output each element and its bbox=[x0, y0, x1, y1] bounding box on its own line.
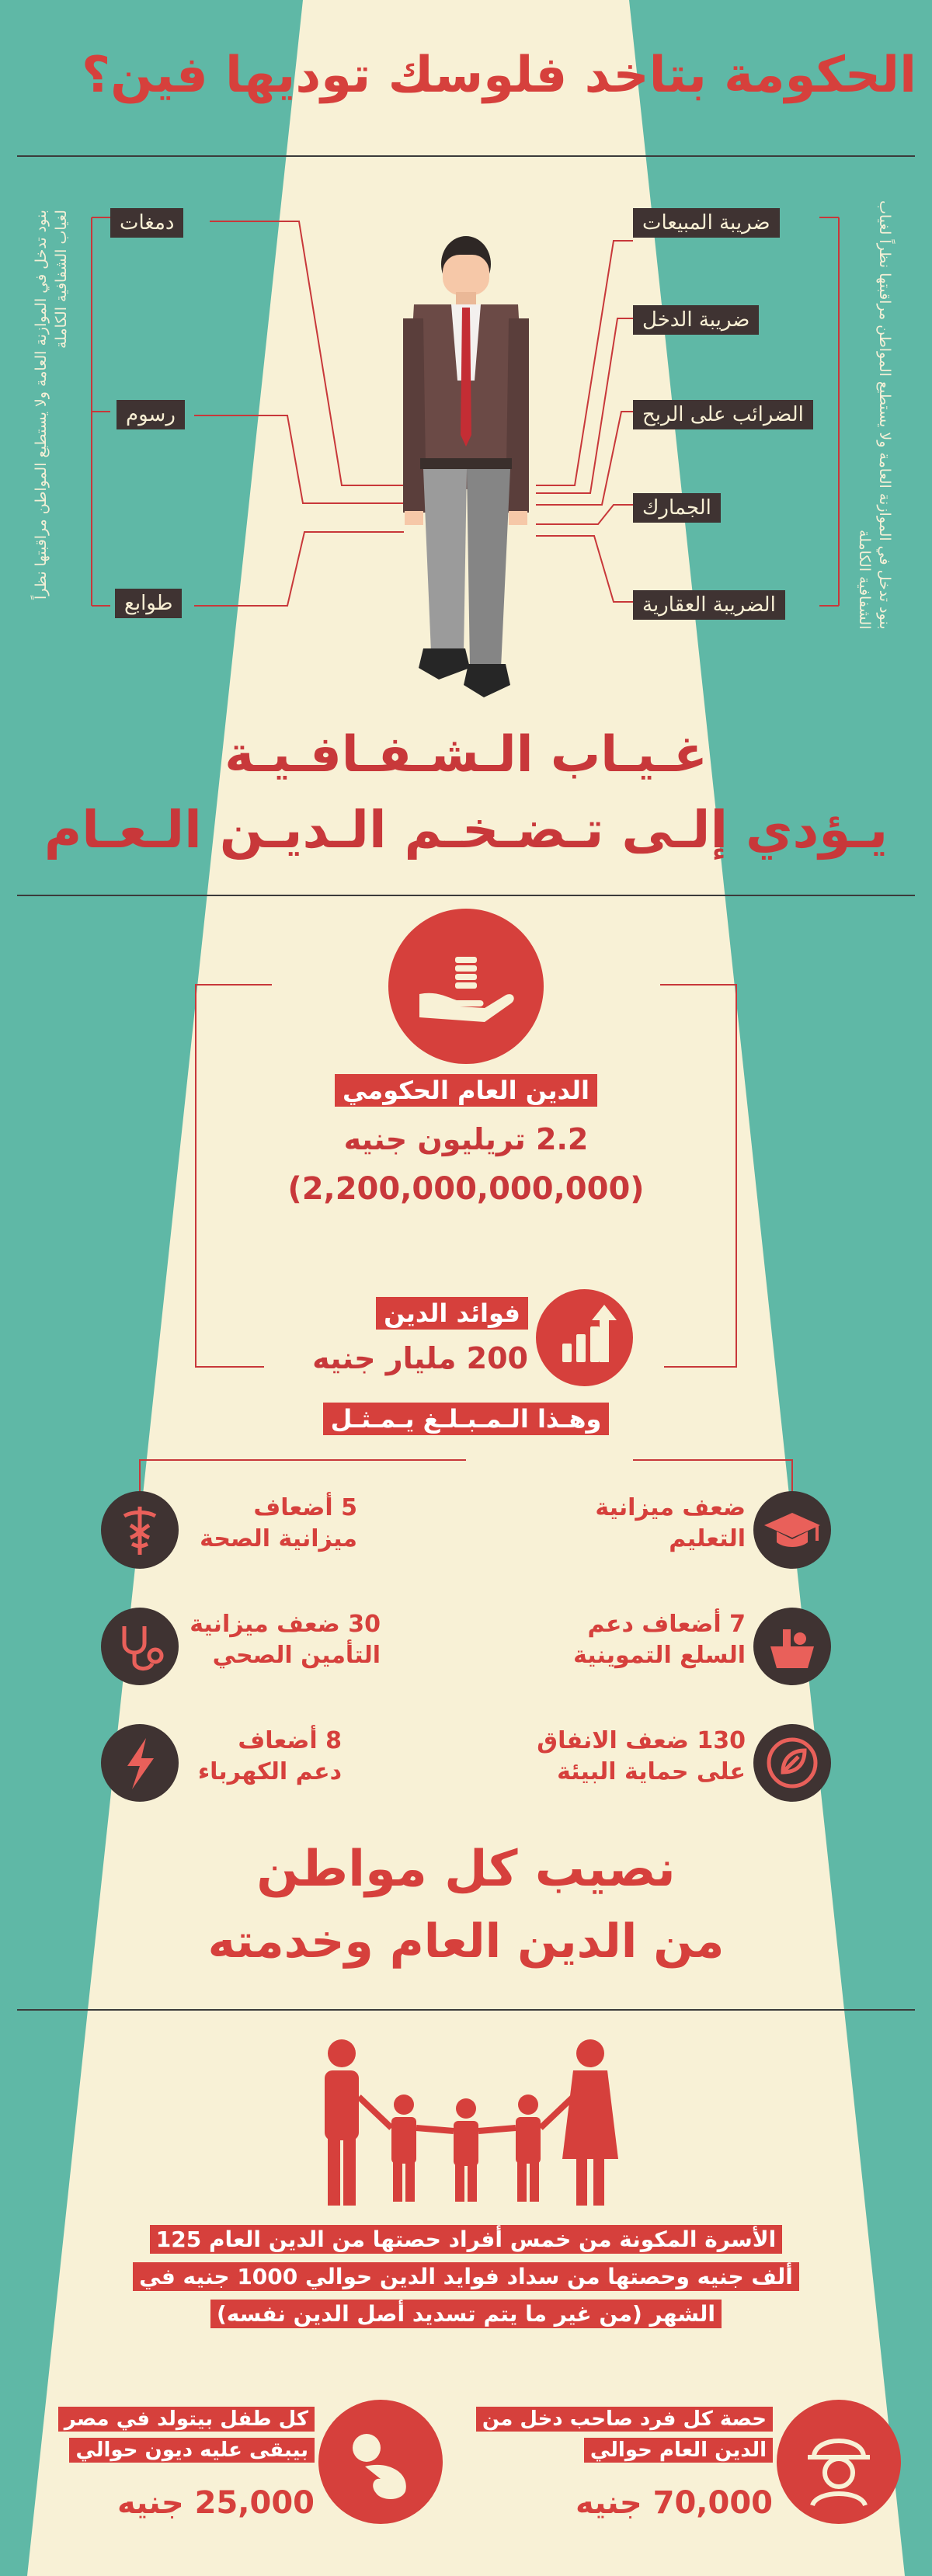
interest-circle bbox=[536, 1289, 633, 1386]
revenue-tag-customs: الجمارك bbox=[633, 493, 721, 523]
worker-share-text: حصة كل فرد صاحب دخل من الدين العام حوالي bbox=[476, 2407, 773, 2463]
family-share-text: الأسرة المكونة من خمس أفراد حصتها من الدين العام 125 ألف جنيه وحصتها من سداد فوايد الدين حوالي 1000 جنيه في الشهر (من غير ما يتم تسديد أصل الدين نفسه) bbox=[132, 2221, 800, 2333]
equals-label: وهـذا الـمـبـلـغ يـمـثـل bbox=[323, 1403, 610, 1435]
left-vertical-note: بنود تدخل في الموازنة العامة ولا يستطيع المواطن مراقبتها نظراً لغياب الشفافية الكاملة bbox=[33, 210, 70, 600]
subsidy-circle bbox=[753, 1608, 831, 1685]
revenue-tag-property-tax: الضريبة العقارية bbox=[633, 590, 785, 620]
child-share-block bbox=[35, 2404, 315, 2466]
headline-line-1: غـيـاب الـشـفـافـيـة bbox=[224, 726, 708, 784]
comparison-health: 5 أضعاف ميزانية الصحة bbox=[200, 1494, 357, 1552]
comparison-electricity: 8 أضعاف دعم الكهرباء bbox=[197, 1727, 342, 1785]
debt-circle bbox=[388, 909, 544, 1064]
debt-amount-digits: (2,200,000,000,000) bbox=[287, 1171, 645, 1207]
stethoscope-icon bbox=[101, 1608, 179, 1685]
comparison-insurance: 30 ضعف ميزانية التأمين الصحي bbox=[190, 1611, 381, 1669]
comparison-environment: 130 ضعف الانفاق على حماية البيئة bbox=[537, 1727, 746, 1785]
interest-label: فوائد الدين bbox=[376, 1297, 528, 1330]
revenue-tag-fees: رسوم bbox=[116, 400, 185, 429]
share-title-line-1: نصيب كل مواطن bbox=[256, 1841, 676, 1898]
equals-row bbox=[0, 1403, 932, 1435]
worker-share-amount: 70,000 جنيه bbox=[575, 2485, 773, 2521]
leaf-icon bbox=[753, 1724, 831, 1802]
share-divider bbox=[17, 2009, 915, 2011]
worker-helmet-icon bbox=[777, 2400, 901, 2524]
revenue-tag-profit-tax: الضرائب على الربح bbox=[633, 400, 813, 429]
bar-chart-up-icon bbox=[536, 1289, 633, 1386]
worker-circle bbox=[777, 2400, 901, 2524]
insurance-circle bbox=[101, 1608, 179, 1685]
debt-label-row bbox=[0, 1074, 932, 1107]
debt-label: الدين العام الحكومي bbox=[335, 1074, 597, 1107]
revenue-tag-stamps: دمغات bbox=[110, 208, 183, 238]
education-circle bbox=[753, 1491, 831, 1569]
government-official-illustration bbox=[392, 233, 540, 699]
environment-circle bbox=[753, 1724, 831, 1802]
family-illustration bbox=[311, 2035, 621, 2213]
caduceus-icon bbox=[101, 1491, 179, 1569]
electricity-circle bbox=[101, 1724, 179, 1802]
health-circle bbox=[101, 1491, 179, 1569]
headline-line-2: يـؤدي إلـى تـضـخـم الـديـن الـعـام bbox=[43, 800, 889, 860]
debt-amount: 2.2 تريليون جنيه bbox=[343, 1122, 589, 1156]
worker-share-block bbox=[466, 2404, 773, 2466]
graduation-cap-icon bbox=[753, 1491, 831, 1569]
page-title: الحكومة بتاخد فلوسك توديها فين؟ bbox=[81, 47, 916, 104]
comparison-subsidy: 7 أضعاف دعم السلع التموينية bbox=[573, 1611, 746, 1669]
lightning-icon bbox=[101, 1724, 179, 1802]
child-share-amount: 25,000 جنيه bbox=[116, 2485, 315, 2521]
title-divider bbox=[17, 155, 915, 157]
coins-hand-icon bbox=[388, 909, 544, 1064]
comparison-education: ضعف ميزانية التعليم bbox=[595, 1494, 746, 1552]
interest-label-wrap bbox=[342, 1297, 528, 1330]
child-share-text: كل طفل بيتولد في مصر بيبقى عليه ديون حوالي bbox=[58, 2407, 315, 2463]
interest-amount: 200 مليار جنيه bbox=[312, 1341, 528, 1375]
baby-icon bbox=[318, 2400, 443, 2524]
grocery-basket-icon bbox=[753, 1608, 831, 1685]
headline-divider bbox=[17, 895, 915, 896]
revenue-tag-income-tax: ضريبة الدخل bbox=[633, 305, 759, 335]
right-vertical-note: بنود تدخل في الموازنة العامة ولا يستطيع المواطن مراقبتها نظراً لغياب الشفافية الكاملة bbox=[856, 200, 893, 629]
revenue-tag-sales-tax: ضريبة المبيعات bbox=[633, 208, 780, 238]
share-title-line-2: من الدين العام وخدمته bbox=[207, 1914, 725, 1969]
revenue-tag-revenue-stamps: طوابع bbox=[115, 589, 182, 618]
child-circle bbox=[318, 2400, 443, 2524]
